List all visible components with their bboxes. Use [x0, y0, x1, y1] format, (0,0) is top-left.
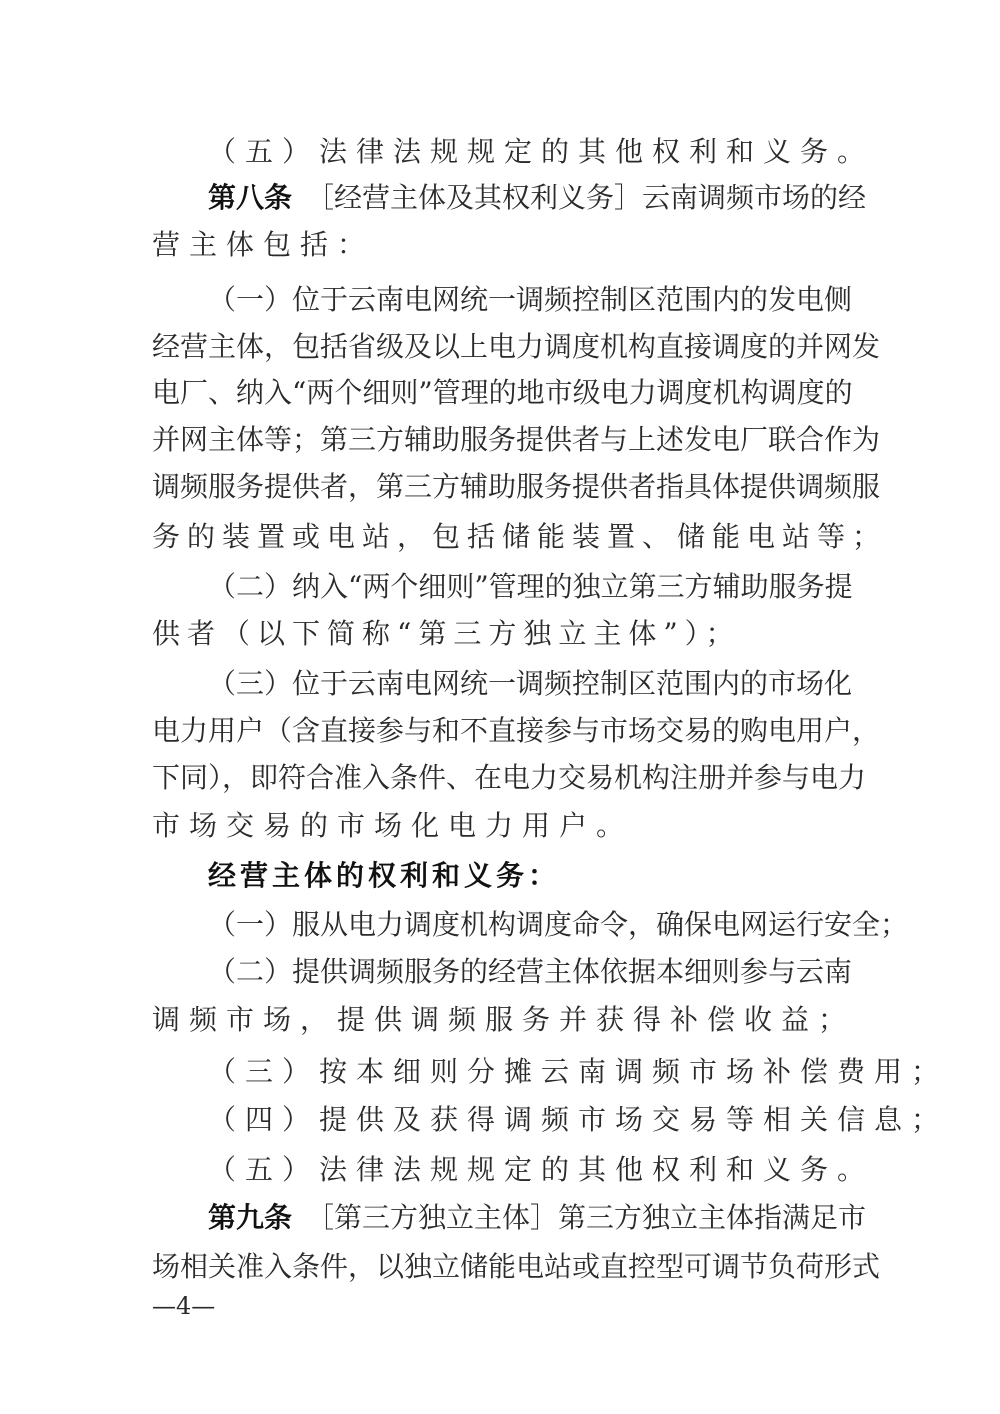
paragraph-line: （二）提供调频服务的经营主体依据本细则参与云南 [208, 955, 853, 988]
paragraph-line: 下同），即符合准入条件、在电力交易机构注册并参与电力 [152, 761, 867, 794]
page-number: —4— [152, 1292, 216, 1320]
rights-obligations-heading [208, 856, 848, 896]
paragraph-line: 经营主体，包括省级及以上电力调度机构直接调度的并网发 [152, 330, 881, 363]
paragraph-line: 电力用户（含直接参与和不直接参与市场交易的购电用户， [152, 714, 881, 747]
article-8-heading-line [208, 178, 867, 218]
paragraph-text: ［第三方独立主体］第三方独立主体指满足市 [292, 1201, 867, 1234]
paragraph-line: （三）按本细则分摊云南调频市场补偿费用； [208, 1055, 949, 1088]
paragraph-line: 营主体包括： [152, 228, 375, 261]
paragraph-line: 市场交易的市场化电力用户。 [152, 809, 634, 842]
paragraph-line: 调频服务提供者，第三方辅助服务提供者指具体提供调频服 [152, 470, 881, 503]
paragraph-line: 场相关准入条件，以独立储能电站或直控型可调节负荷形式 [152, 1250, 881, 1283]
paragraph-line: 并网主体等；第三方辅助服务提供者与上述发电厂联合作为 [152, 423, 881, 456]
paragraph-line: （一）服从电力调度机构调度命令，确保电网运行安全； [208, 908, 909, 941]
paragraph-line: 供者（以下简称“第三方独立主体”）； [152, 617, 741, 650]
paragraph-line: （一）位于云南电网统一调频控制区范围内的发电侧 [208, 283, 853, 316]
paragraph-line: 调频市场，提供调频服务并获得补偿收益； [152, 1003, 856, 1036]
article-number: 第九条 [208, 1201, 293, 1234]
paragraph-line: 务的装置或电站，包括储能装置、储能电站等； [152, 520, 888, 553]
section-heading: 经营主体的权利和义务： [208, 859, 561, 892]
paragraph-line: （三）位于云南电网统一调频控制区范围内的市场化 [208, 667, 853, 700]
paragraph-line: （四）提供及获得调频市场交易等相关信息； [208, 1103, 949, 1136]
paragraph-line: 电厂、纳入“两个细则”管理的地市级电力调度机构调度的 [152, 376, 853, 409]
article-number: 第八条 [208, 181, 293, 214]
paragraph-line: （五）法律法规规定的其他权利和义务。 [208, 135, 875, 168]
paragraph-line: （二）纳入“两个细则”管理的独立第三方辅助服务提 [208, 570, 853, 603]
paragraph-line: （五）法律法规规定的其他权利和义务。 [208, 1153, 875, 1186]
article-9-heading-line [208, 1198, 867, 1238]
paragraph-text: ［经营主体及其权利义务］云南调频市场的经 [292, 181, 867, 214]
